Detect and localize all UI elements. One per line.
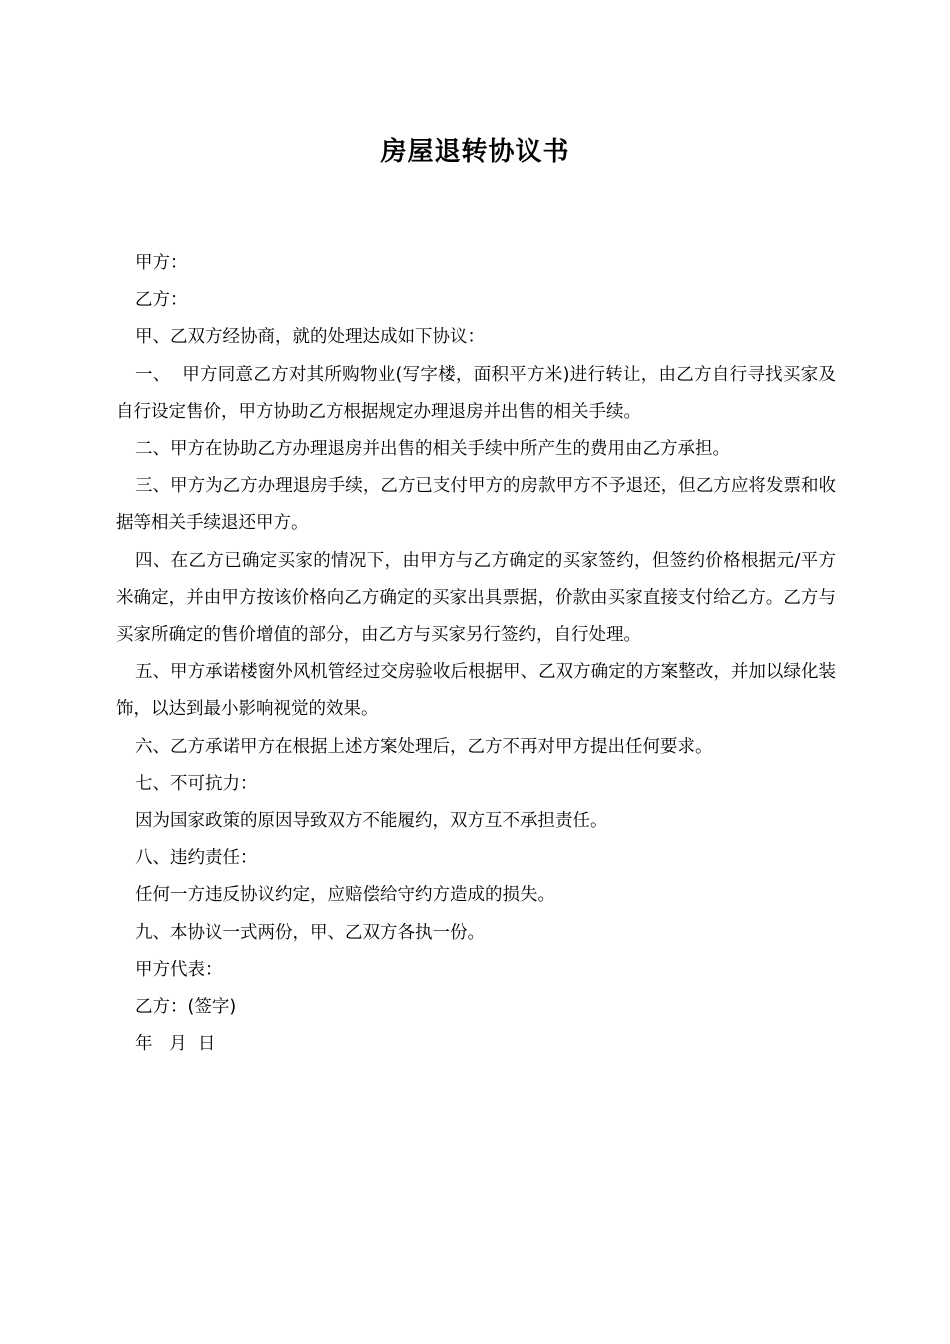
party-a-representative: 甲方代表： [135, 959, 223, 980]
clause-7-text: 因为国家政策的原因导致双方不能履约，双方互不承担责任。 [135, 811, 608, 832]
clause-1: 一、 甲方同意乙方对其所购物业(写字楼，面积平方米)进行转让，由乙方自行寻找买家及自行设定售价，甲方协助乙方根据规定办理退房并出售的相关手续。 [116, 364, 836, 422]
clause-3: 三、甲方为乙方办理退房手续，乙方已支付甲方的房款甲方不予退还，但乙方应将发票和收据等相关手续退还甲方。 [116, 476, 836, 534]
clause-8-heading: 八、违约责任： [135, 848, 258, 869]
clause-6: 六、乙方承诺甲方在根据上述方案处理后，乙方不再对甲方提出任何要求。 [135, 736, 713, 757]
clause-2: 二、甲方在协助乙方办理退房并出售的相关手续中所产生的费用由乙方承担。 [135, 439, 730, 460]
clause-7-heading: 七、不可抗力： [135, 773, 258, 794]
date-line: 年 月 日 [135, 1034, 216, 1055]
party-a-line: 甲方： [135, 253, 188, 273]
party-b-line: 乙方： [135, 290, 188, 311]
document-title: 房屋退转协议书 [380, 137, 570, 167]
agreement-intro: 甲、乙双方经协商，就的处理达成如下协议： [135, 327, 485, 348]
document-body [116, 245, 836, 1063]
clause-8-text: 任何一方违反协议约定，应赔偿给守约方造成的损失。 [135, 885, 555, 906]
clause-4: 四、在乙方已确定买家的情况下，由甲方与乙方确定的买家签约，但签约价格根据元/平方米确定，并由甲方按该价格向乙方确定的买家出具票据，价款由买家直接支付给乙方。乙方与买家所确定的售价增值的部分，由乙方与买家另行签约，自行处理。 [116, 550, 836, 646]
party-b-signature: 乙方：(签字) [135, 997, 237, 1018]
clause-5: 五、甲方承诺楼窗外风机管经过交房验收后根据甲、乙双方确定的方案整改，并加以绿化装饰，以达到最小影响视觉的效果。 [116, 662, 836, 720]
clause-9: 九、本协议一式两份，甲、乙双方各执一份。 [135, 922, 485, 943]
